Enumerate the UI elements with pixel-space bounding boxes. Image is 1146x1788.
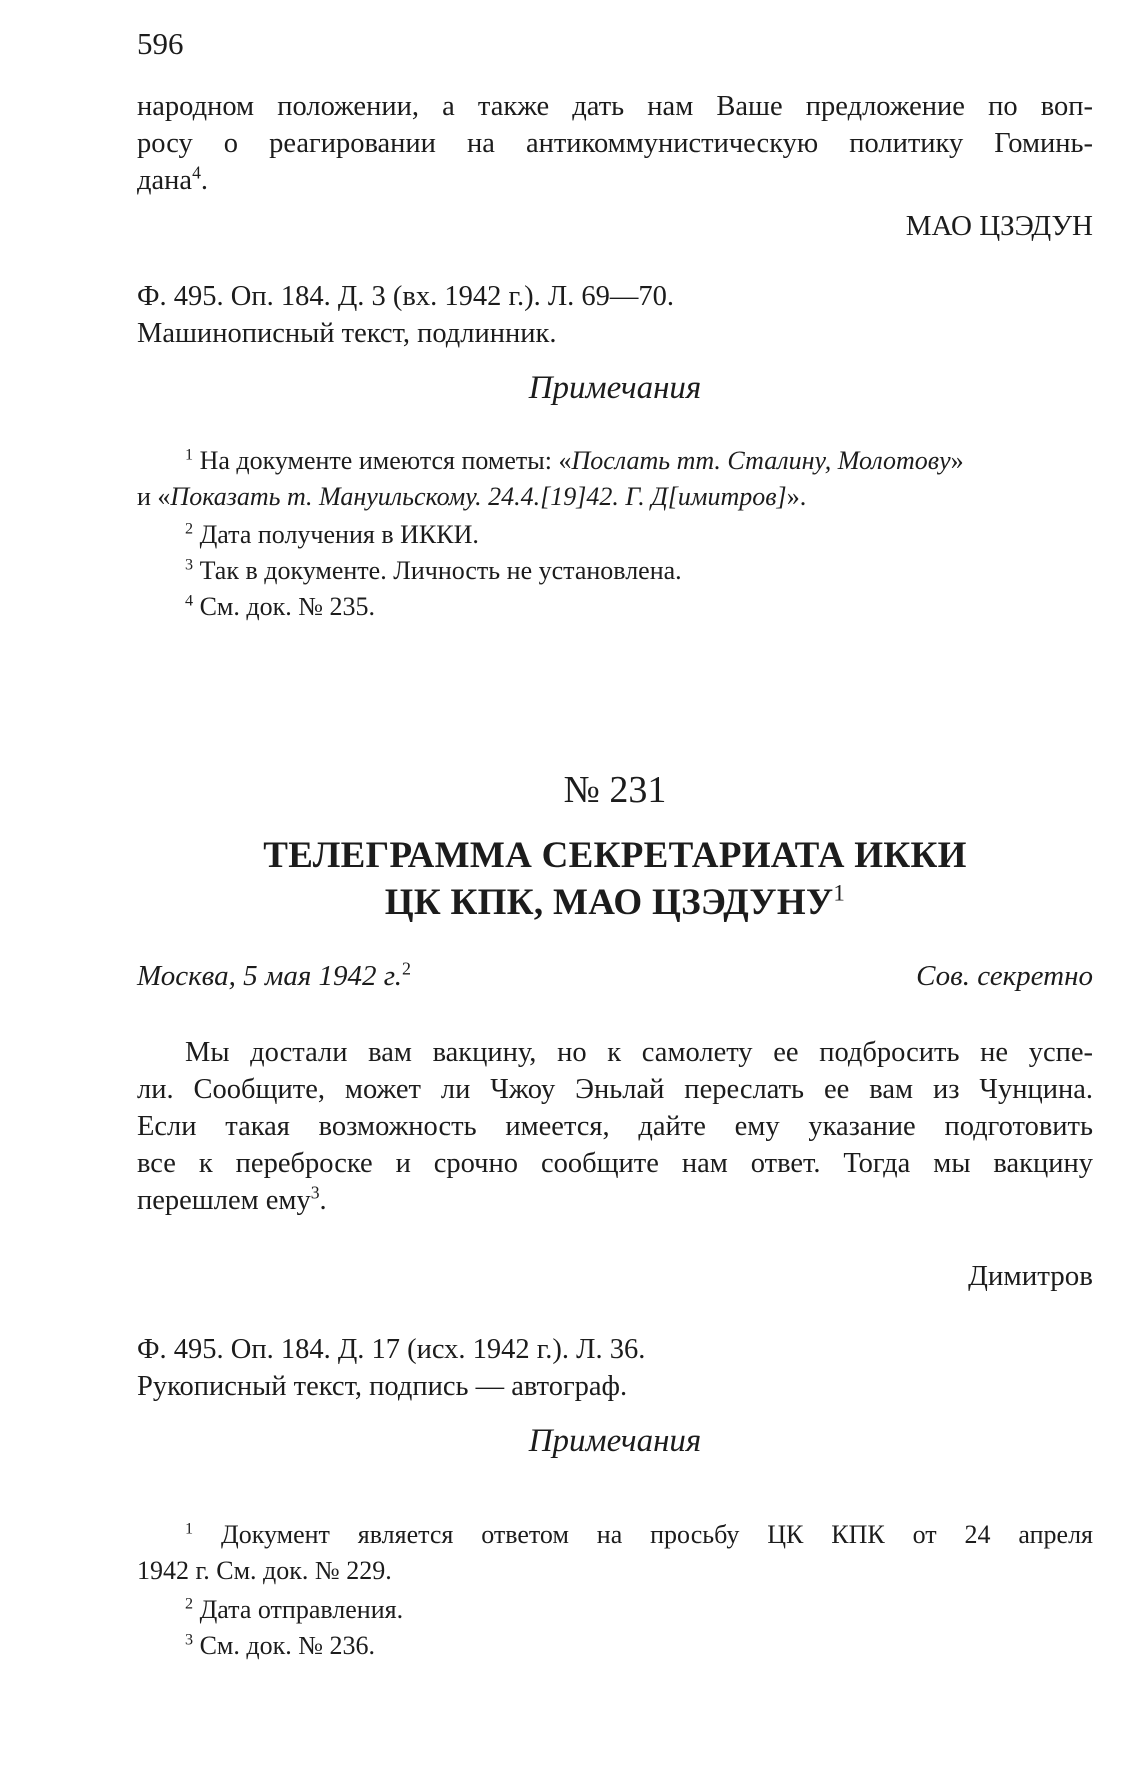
title-line-2: ЦК КПК, МАО ЦЗЭДУНУ$^1$ [384,880,846,923]
top-paragraph-line-2: росу о реагировании на антикоммунистическую политику Гоминь- [137,128,1093,159]
top-paragraph-line-3: дана$^4$. [137,162,209,196]
archive-reference-2 [137,1331,1093,1405]
page-number: 596 [137,26,184,61]
note-1-3: $^3$ Так в документе. Личность не установлена. [185,556,682,585]
telegram-body [137,1034,1093,1219]
note-2-1-cont: 1942 г. См. док. № 229. [137,1556,392,1585]
notes-list-1 [137,443,1093,625]
secrecy-label: Сов. секретно [916,960,1093,992]
note-2-3: $^3$ См. док. № 236. [185,1631,376,1660]
archive-type: Рукописный текст, подпись — автограф. [137,1371,628,1402]
body-line-3: Если такая возможность имеется, дайте ему указание подготовить [137,1111,1093,1142]
document-title [137,832,1093,926]
note-2-1: $^1$ Документ является ответом на просьбу ЦК КПК от 24 апреля [185,1520,1094,1549]
top-paragraph-line-1: народном положении, а также дать нам Ваше предложение по воп- [137,91,1093,122]
top-paragraph [137,88,1093,199]
signature-dimitrov: Димитров [968,1260,1093,1292]
place-date: Москва, 5 мая 1942 г.$^2$ [137,958,411,992]
archive-ref: Ф. 495. Оп. 184. Д. 3 (вх. 1942 г.). Л. 69—70. [137,281,675,312]
note-1-1: $^1$ На документе имеются пометы: «Послать тт. Сталину, Молотову» [185,446,964,475]
body-line-5: перешлем ему$^3$. [137,1182,327,1216]
archive-ref: Ф. 495. Оп. 184. Д. 17 (исх. 1942 г.). Л. 36. [137,1334,646,1365]
note-1-2: $^2$ Дата получения в ИККИ. [185,520,479,549]
archive-reference-1 [137,278,1093,352]
notes-list-2 [137,1517,1093,1664]
notes-title-2: Примечания [528,1423,702,1459]
document-number: № 231 [563,769,667,811]
signature-mao: МАО ЦЗЭДУН [905,210,1093,242]
place-date-row [137,960,1093,993]
body-line-1: Мы достали вам вакцину, но к самолету ее подбросить не успе- [185,1037,1093,1068]
note-1-4: $^4$ См. док. № 235. [185,592,376,621]
body-line-2: ли. Сообщите, может ли Чжоу Эньлай переслать ее вам из Чунцина. [137,1074,1093,1105]
archive-type: Машинописный текст, подлинник. [137,318,557,349]
notes-title-1: Примечания [528,370,702,406]
note-2-2: $^2$ Дата отправления. [185,1595,404,1624]
footnote-ref: 4 [192,162,201,183]
note-1-1-cont: и «Показать т. Мануильскому. 24.4.[19]42. Г. Д[имитров]». [137,482,807,511]
body-line-4: все к переброске и срочно сообщите нам ответ. Тогда мы вакцину [137,1148,1093,1179]
title-line-1: ТЕЛЕГРАММА СЕКРЕТАРИАТА ИККИ [263,835,967,876]
